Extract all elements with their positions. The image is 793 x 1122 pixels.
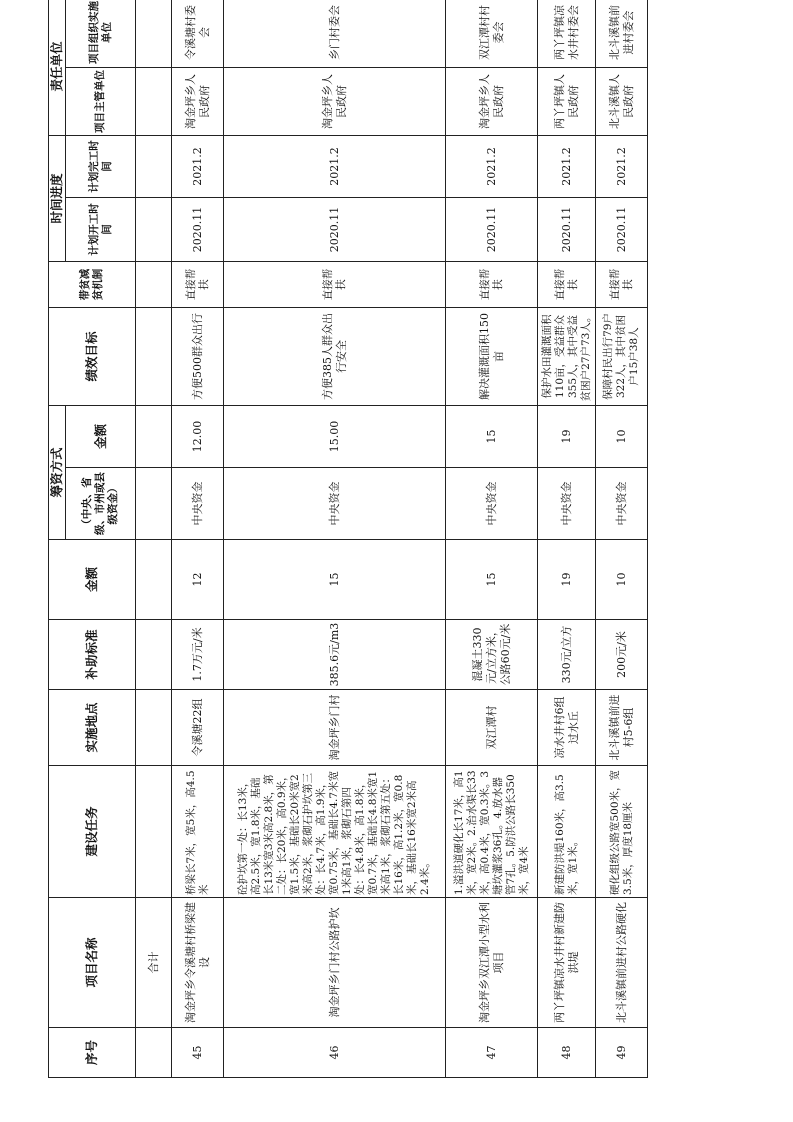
row-task: 硬化组级公路宽500米，宽3.5米，厚度18厘米	[596, 766, 648, 898]
row-seq: 49	[596, 1028, 648, 1078]
row-name: 淘金坪乡门村公路护坎	[224, 898, 446, 1028]
table-row	[446, 0, 538, 1078]
row-task: 1.溢洪道硬化长17米，高1米，宽2米。2.治水渠长33米，高0.4米，宽0.3米。3塘坎灌浆36孔。4.放水器管7孔。5.防洪公路长350米，宽4米	[446, 766, 538, 898]
row-location: 双江潭村	[446, 690, 538, 766]
row-task: 桥梁长7米，宽5米，高4.5米	[172, 766, 224, 898]
row-fund: 12.00	[172, 405, 224, 467]
row-mechanism: 直接帮扶	[538, 261, 596, 307]
row-start: 2020.11	[172, 197, 224, 261]
row-manager: 淘金坪乡人民政府	[446, 67, 538, 135]
row-fund: 10	[596, 405, 648, 467]
row-target: 方便385人群众出行安全	[224, 307, 446, 405]
row-name: 淘金坪乡双江潭小型水利项目	[446, 898, 538, 1028]
header-seq: 序号	[49, 1028, 136, 1078]
row-standard: 200元/米	[596, 620, 648, 690]
header-location: 实施地点	[49, 690, 136, 766]
header-funding: 筹资方式	[49, 405, 66, 539]
row-name: 北斗溪镇前进村公路硬化	[596, 898, 648, 1028]
row-name: 两丫坪镇凉水井村新建防洪堤	[538, 898, 596, 1028]
row-implementer: 乡门村委会	[224, 0, 446, 67]
row-amount: 15	[224, 540, 446, 620]
row-end: 2021.2	[224, 135, 446, 197]
row-standard: 混凝土330元/立方米，公路60元/米	[446, 620, 538, 690]
header-funding-amount: 金额	[66, 405, 136, 467]
row-seq: 45	[172, 1028, 224, 1078]
table-row	[596, 0, 648, 1078]
row-location: 凉水井村6组过水丘	[538, 690, 596, 766]
header-funding-source: （中央、省级、市州或县级资金）	[66, 468, 136, 540]
header-target: 绩效目标	[49, 307, 136, 405]
row-manager: 淘金坪乡人民政府	[224, 67, 446, 135]
row-end: 2021.2	[596, 135, 648, 197]
row-location: 淘金坪乡门村	[224, 690, 446, 766]
row-target: 解决灌溉面积150亩	[446, 307, 538, 405]
total-label: 合计	[136, 898, 172, 1028]
row-fund: 15.00	[224, 405, 446, 467]
row-end: 2021.2	[172, 135, 224, 197]
row-amount: 12	[172, 540, 224, 620]
row-amount: 10	[596, 540, 648, 620]
row-source: 中央资金	[538, 468, 596, 540]
row-standard: 1.7万元/米	[172, 620, 224, 690]
row-start: 2020.11	[224, 197, 446, 261]
row-amount: 15	[446, 540, 538, 620]
total-row	[136, 0, 172, 1078]
row-mechanism: 直接帮扶	[446, 261, 538, 307]
row-standard: 385.6元/m3	[224, 620, 446, 690]
row-mechanism: 直接帮扶	[596, 261, 648, 307]
row-implementer: 令溪塘村委会	[172, 0, 224, 67]
row-standard: 330元/立方	[538, 620, 596, 690]
header-start: 计划开工时间	[66, 197, 136, 261]
row-target: 保障村民出行79户322人，其中贫困户15户38人	[596, 307, 648, 405]
row-target: 方便500群众出行	[172, 307, 224, 405]
row-end: 2021.2	[446, 135, 538, 197]
row-seq: 47	[446, 1028, 538, 1078]
table-row	[224, 0, 446, 1078]
row-fund: 19	[538, 405, 596, 467]
row-fund: 15	[446, 405, 538, 467]
row-seq: 46	[224, 1028, 446, 1078]
header-mechanism: 带贫减贫机制	[49, 261, 136, 307]
row-start: 2020.11	[596, 197, 648, 261]
header-project-name: 项目名称	[49, 898, 136, 1028]
header-standard: 补助标准	[49, 620, 136, 690]
header-manager: 项目主管单位	[66, 67, 136, 135]
row-task: 新建防洪堤160米，高3.5米，宽1米。	[538, 766, 596, 898]
header-amount: 金额	[49, 540, 136, 620]
project-table	[48, 0, 648, 1078]
row-task: 砼护坎第一处：长13米，高2.5米，宽1.8米，基础长13米宽3米高2.8米，第二处：长20米，高0.9米，宽1.5米，基础长20米宽2米高2米，浆砌石护坎第三处：长4.7米，高1.9米，宽0.75米，基础长4.7米宽1米高1米，浆砌石第四处：长4.8米，高1.8米，宽0.7米，基础长4.8米宽1米高1米，浆砌石第五处：长16米，高1.2米，宽0.8米，基础长16米宽2米高2.4米。	[224, 766, 446, 898]
row-end: 2021.2	[538, 135, 596, 197]
row-source: 中央资金	[224, 468, 446, 540]
header-end: 计划完工时间	[66, 135, 136, 197]
header-schedule: 时间进度	[49, 135, 66, 261]
row-source: 中央资金	[446, 468, 538, 540]
row-implementer: 双江潭村村委会	[446, 0, 538, 67]
row-location: 北斗溪镇前进村5-6组	[596, 690, 648, 766]
row-source: 中央资金	[172, 468, 224, 540]
row-manager: 淘金坪乡人民政府	[172, 67, 224, 135]
row-amount: 19	[538, 540, 596, 620]
header-responsibility: 责任单位	[49, 0, 66, 135]
row-mechanism: 直接帮扶	[172, 261, 224, 307]
row-implementer: 北斗溪镇前进村委会	[596, 0, 648, 67]
row-source: 中央资金	[596, 468, 648, 540]
table-row	[172, 0, 224, 1078]
header-implementer: 项目组织实施单位	[66, 0, 136, 67]
row-location: 令溪塘22组	[172, 690, 224, 766]
table-row	[538, 0, 596, 1078]
row-start: 2020.11	[538, 197, 596, 261]
row-name: 淘金坪乡令溪塘村桥梁建设	[172, 898, 224, 1028]
row-manager: 北斗溪镇人民政府	[596, 67, 648, 135]
row-implementer: 两丫坪镇凉水井村委会	[538, 0, 596, 67]
row-seq: 48	[538, 1028, 596, 1078]
row-mechanism: 直接帮扶	[224, 261, 446, 307]
header-task: 建设任务	[49, 766, 136, 898]
row-manager: 两丫坪镇人民政府	[538, 67, 596, 135]
row-start: 2020.11	[446, 197, 538, 261]
row-target: 保护水田灌溉面积110亩，受益群众355人，其中受益贫困户27户73人。	[538, 307, 596, 405]
